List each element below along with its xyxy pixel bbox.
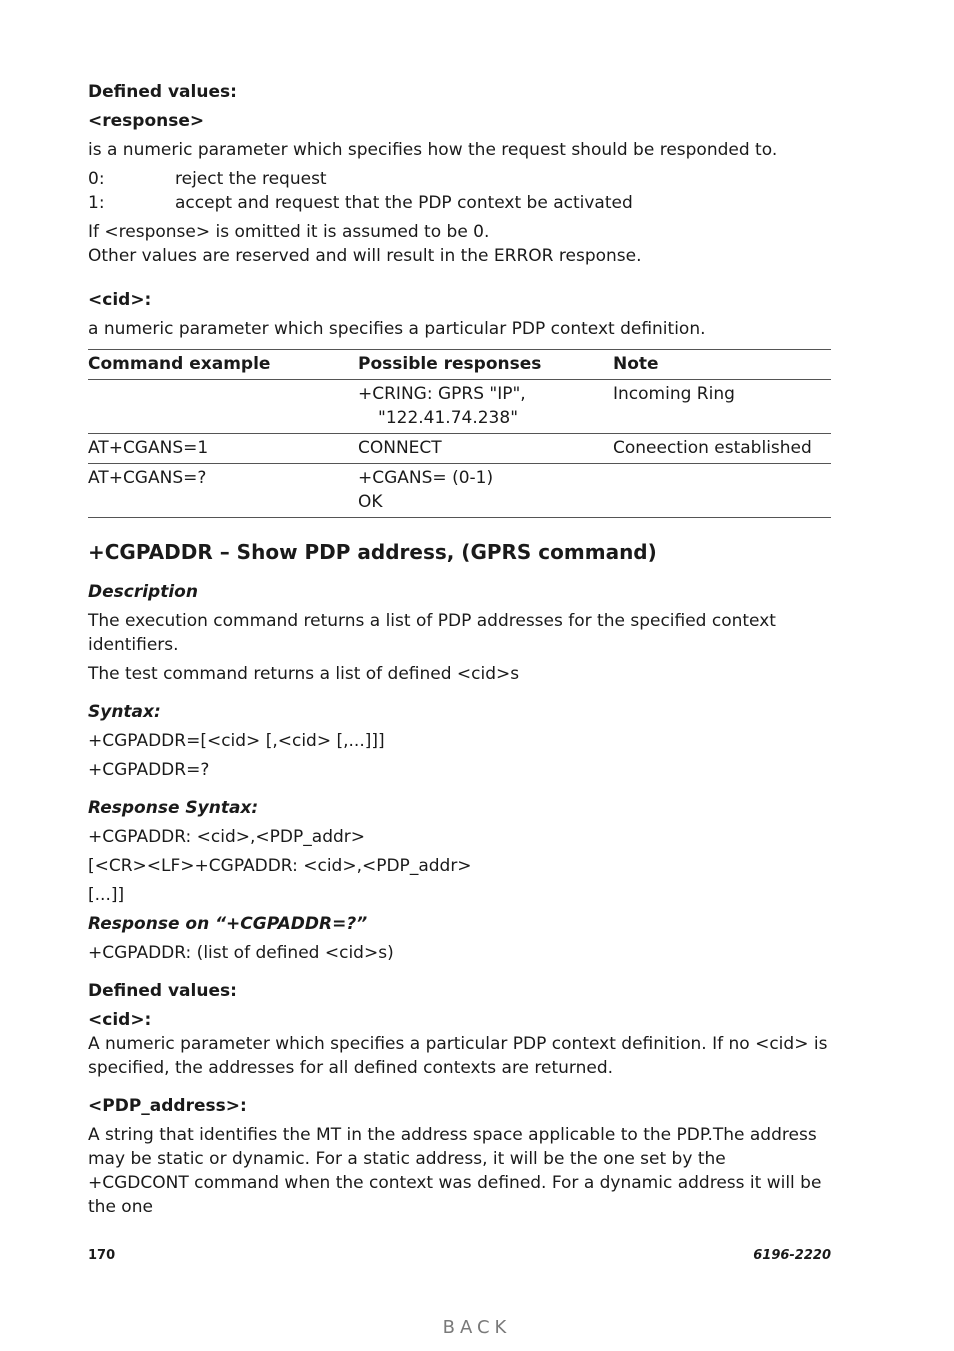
table-cell: +CGANS= (0-1) OK — [358, 468, 494, 512]
column-header: Command example — [88, 354, 271, 374]
description-label: Description — [88, 582, 198, 602]
response-syntax-label: Response Syntax: — [88, 798, 259, 818]
column-header: Note — [613, 354, 659, 374]
cid-description: a numeric parameter which specifies a particular PDP context definition. — [88, 319, 706, 339]
defined-values-heading: Defined values: — [88, 981, 237, 1001]
page-content — [88, 80, 831, 1219]
syntax-label: Syntax: — [88, 702, 161, 722]
section-title: +CGPADDR – Show PDP address, (GPRS command) — [88, 540, 657, 564]
pdp-address-description: A string that identifies the MT in the address space applicable to the PDP.The address may be static or dynamic. For a static address, it will be the one set by the +CGDCONT command when the context was defined. For a dynamic address it will be the one — [88, 1125, 822, 1217]
back-link[interactable]: BACK — [442, 1317, 512, 1338]
command-table — [88, 349, 831, 518]
table-cell: AT+CGANS=? — [88, 468, 207, 488]
response-on-text: +CGPADDR: (list of defined <cid>s) — [88, 943, 394, 963]
table-row — [88, 464, 831, 518]
table-cell: Incoming Ring — [613, 384, 735, 404]
response-description: is a numeric parameter which specifies how the request should be responded to. — [88, 140, 778, 160]
omitted-note: If <response> is omitted it is assumed to be 0. — [88, 222, 490, 242]
pdp-address-heading: <PDP_address>: — [88, 1096, 247, 1116]
column-header: Possible responses — [358, 354, 542, 374]
table-row — [88, 380, 831, 434]
table-cell — [88, 380, 358, 434]
table-cell: CONNECT — [358, 438, 442, 458]
cid-heading: <cid>: — [88, 290, 152, 310]
list-item: 0: reject the request — [88, 169, 327, 189]
table-cell — [613, 464, 831, 518]
table-header-row — [88, 350, 831, 380]
table-row — [88, 434, 831, 464]
response-heading: <response> — [88, 111, 205, 131]
syntax-line: +CGPADDR=? — [88, 760, 210, 780]
table-cell: +CRING: GPRS "IP", "122.41.74.238" — [358, 384, 526, 428]
response-syntax-line: [<CR><LF>+CGPADDR: <cid>,<PDP_addr> — [88, 856, 472, 876]
page-footer — [88, 1248, 831, 1263]
syntax-line: +CGPADDR=[<cid> [,<cid> [,...]]] — [88, 731, 385, 751]
document-number: 6196-2220 — [753, 1248, 831, 1263]
test-command-text: The test command returns a list of defined <cid>s — [88, 664, 520, 684]
response-on-label: Response on “+CGPADDR=?” — [88, 914, 368, 934]
response-syntax-line: +CGPADDR: <cid>,<PDP_addr> — [88, 827, 366, 847]
response-syntax-line: [...]] — [88, 885, 125, 905]
cid-description: A numeric parameter which specifies a particular PDP context definition. If no <cid> is specified, the addresses for all defined contexts are returned. — [88, 1034, 828, 1078]
list-item: 1: accept and request that the PDP context be activated — [88, 193, 633, 213]
defined-values-heading: Defined values: — [88, 82, 237, 102]
description-text: The execution command returns a list of PDP addresses for the specified context identifiers. — [88, 611, 776, 655]
page-number: 170 — [88, 1248, 116, 1263]
cid-heading: <cid>: — [88, 1010, 152, 1030]
table-cell: AT+CGANS=1 — [88, 438, 209, 458]
reserved-note: Other values are reserved and will result in the ERROR response. — [88, 246, 642, 266]
table-cell: Coneection established — [613, 438, 812, 458]
